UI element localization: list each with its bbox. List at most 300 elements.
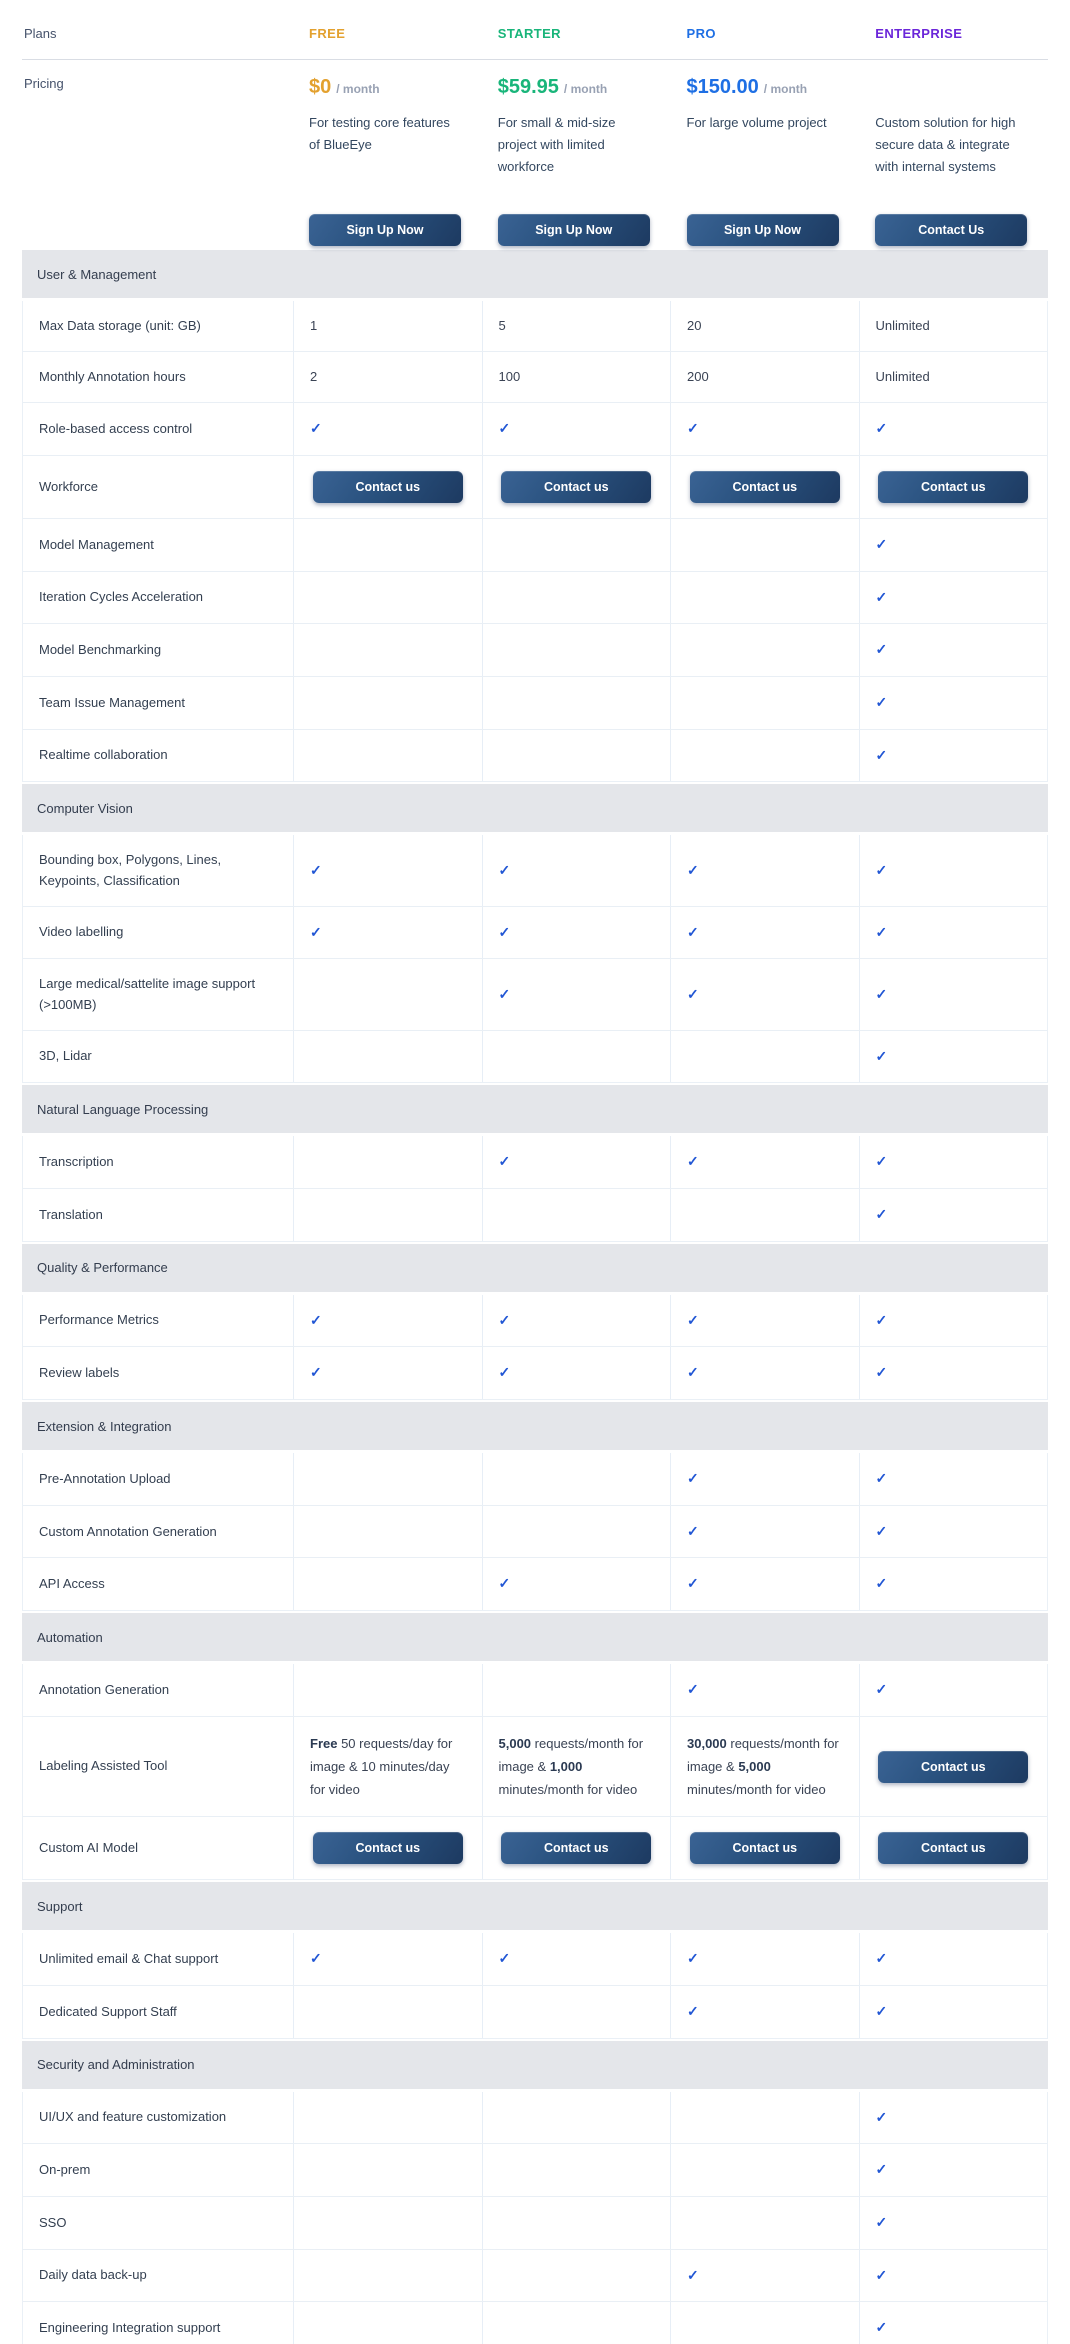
table-row <box>23 301 1047 352</box>
plan-cell <box>670 2250 859 2302</box>
plan-cell <box>670 2302 859 2344</box>
price-line-free <box>309 76 462 104</box>
check-icon: ✓ <box>498 420 511 437</box>
check-icon: ✓ <box>687 1522 699 1539</box>
feature-label: Annotation Generation <box>39 1681 170 1697</box>
plan-cell <box>293 730 482 782</box>
highlight-number: Free <box>310 1735 338 1751</box>
feature-label: SSO <box>39 2214 67 2230</box>
table-row <box>23 624 1047 677</box>
section-rows <box>22 835 1048 1083</box>
check-icon: ✓ <box>875 641 888 658</box>
plan-cell <box>859 1664 1048 1716</box>
table-row <box>23 1453 1047 1506</box>
check-icon: ✓ <box>498 923 511 940</box>
text-segment: requests/month for image & <box>687 1735 839 1774</box>
plan-cell <box>670 1295 859 1347</box>
table-row <box>23 2302 1047 2344</box>
table-row <box>23 907 1047 960</box>
feature-label: Team Issue Management <box>39 694 185 710</box>
plan-cell <box>859 1453 1048 1505</box>
plan-cell <box>482 1506 671 1558</box>
check-icon: ✓ <box>875 1311 888 1328</box>
plan-cell <box>482 2302 671 2344</box>
check-icon: ✓ <box>875 1950 888 1967</box>
plan-cell <box>670 1933 859 1985</box>
check-icon: ✓ <box>687 861 699 878</box>
text-segment: minutes/month for video <box>498 1782 638 1798</box>
section-rows <box>22 1295 1048 1400</box>
table-row <box>23 2197 1047 2250</box>
plan-cell <box>482 519 671 571</box>
plan-cell <box>859 301 1048 351</box>
plan-cell <box>482 403 671 455</box>
plan-cell <box>482 1453 671 1505</box>
text-segment: minutes/month for video <box>687 1782 826 1798</box>
plan-cell <box>293 352 482 402</box>
section-rows <box>22 1453 1048 1611</box>
plan-cell <box>482 1986 671 2038</box>
plan-cell <box>482 2250 671 2302</box>
plan-name-free: FREE <box>309 26 346 41</box>
plan-cell <box>859 572 1048 624</box>
table-row <box>23 403 1047 456</box>
plan-description-free: For testing core features of BlueEye <box>309 115 450 152</box>
plan-cell <box>293 301 482 351</box>
plan-cell <box>293 2092 482 2144</box>
price-period-starter: / month <box>563 82 608 96</box>
check-icon: ✓ <box>498 1311 511 1328</box>
price-line-starter <box>498 76 651 104</box>
plan-cell <box>293 1347 482 1399</box>
section-title: Support <box>22 1882 1048 1930</box>
section-rows <box>22 1664 1048 1880</box>
feature-label: Role-based access control <box>39 421 193 437</box>
plan-cell <box>293 1031 482 1083</box>
table-row <box>23 1558 1047 1610</box>
plan-cell <box>293 1817 482 1879</box>
plan-cell <box>293 2250 482 2302</box>
check-icon: ✓ <box>875 1153 888 1170</box>
plan-cell <box>482 1558 671 1610</box>
feature-section <box>22 1613 1048 1880</box>
contact-us-button[interactable]: Contact us <box>313 1832 463 1864</box>
section-rows <box>22 1933 1048 2038</box>
check-icon: ✓ <box>875 2213 888 2230</box>
plan-cell <box>293 1664 482 1716</box>
highlight-number: 30,000 <box>687 1735 727 1751</box>
plan-cell <box>293 572 482 624</box>
plan-cell <box>482 1347 671 1399</box>
plan-cell <box>293 519 482 571</box>
table-row <box>23 456 1047 519</box>
table-row <box>23 2250 1047 2303</box>
plan-name-enterprise: ENTERPRISE <box>875 26 963 41</box>
plan-cell <box>293 1717 482 1816</box>
plan-cell <box>293 624 482 676</box>
plan-cell <box>859 1933 1048 1985</box>
contact-us-button[interactable]: Contact us <box>690 471 840 503</box>
check-icon: ✓ <box>875 2002 888 2019</box>
plans-label: Plans <box>24 26 57 41</box>
plan-cell <box>482 730 671 782</box>
plan-cell <box>482 907 671 959</box>
check-icon: ✓ <box>875 1681 888 1698</box>
feature-label: Bounding box, Polygons, Lines, Keypoints, Classification <box>39 852 222 888</box>
feature-section <box>22 1244 1048 1400</box>
plan-cell <box>859 677 1048 729</box>
check-icon: ✓ <box>875 588 888 605</box>
contact-us-button[interactable]: Contact us <box>313 471 463 503</box>
section-title: Natural Language Processing <box>22 1085 1048 1133</box>
plan-cell <box>670 2092 859 2144</box>
contact-us-button-enterprise[interactable]: Contact Us <box>875 214 1027 246</box>
check-icon: ✓ <box>875 535 888 552</box>
text-segment: requests/month for image & <box>498 1735 644 1774</box>
check-icon: ✓ <box>687 1681 699 1698</box>
check-icon: ✓ <box>498 861 511 878</box>
pricing-row <box>22 60 1048 248</box>
plan-cell <box>293 1295 482 1347</box>
plan-cell <box>859 1817 1048 1879</box>
feature-label: Transcription <box>39 1154 114 1170</box>
plan-cell <box>482 2144 671 2196</box>
feature-section <box>22 250 1048 782</box>
plan-cell <box>482 1933 671 1985</box>
plan-cell <box>293 835 482 905</box>
check-icon: ✓ <box>310 420 322 437</box>
contact-us-button[interactable]: Contact us <box>690 1832 840 1864</box>
plan-cell <box>670 1664 859 1716</box>
check-icon: ✓ <box>498 1153 511 1170</box>
highlight-number: 5,000 <box>738 1758 771 1774</box>
text-segment: 50 requests/day for image & 10 minutes/day for video <box>310 1735 453 1798</box>
plan-cell <box>859 624 1048 676</box>
table-row <box>23 1295 1047 1348</box>
plan-column-pro <box>671 76 860 248</box>
plan-cell <box>670 1189 859 1241</box>
plan-cell <box>482 2197 671 2249</box>
plan-cell <box>670 1506 859 1558</box>
check-icon: ✓ <box>875 420 888 437</box>
plan-cell <box>859 2092 1048 2144</box>
table-row <box>23 1189 1047 1241</box>
plan-cell <box>670 1031 859 1083</box>
plan-cell <box>293 1189 482 1241</box>
cell-rich-text <box>687 1732 843 1801</box>
check-icon: ✓ <box>310 1950 322 1967</box>
plan-cell <box>670 2144 859 2196</box>
plan-cell <box>670 572 859 624</box>
check-icon: ✓ <box>310 923 322 940</box>
plan-cell <box>482 624 671 676</box>
plan-cell <box>859 1986 1048 2038</box>
plan-cell <box>482 1717 671 1816</box>
table-row <box>23 677 1047 730</box>
plan-cell <box>859 2250 1048 2302</box>
plan-cell <box>482 301 671 351</box>
contact-us-button[interactable]: Contact us <box>878 471 1028 503</box>
cell-rich-text <box>310 1732 466 1801</box>
plan-column-starter <box>482 76 671 248</box>
table-row <box>23 730 1047 782</box>
feature-sections <box>22 250 1048 2344</box>
check-icon: ✓ <box>875 2108 888 2125</box>
plan-cell <box>293 403 482 455</box>
cell-value: 200 <box>687 369 709 385</box>
price-line-pro <box>687 76 840 104</box>
price-line-enterprise <box>875 76 1028 104</box>
feature-label: 3D, Lidar <box>39 1048 92 1064</box>
table-row <box>23 835 1047 906</box>
feature-label: Iteration Cycles Acceleration <box>39 589 204 605</box>
plan-cell <box>293 1453 482 1505</box>
plan-cell <box>482 1664 671 1716</box>
plan-cell <box>482 1031 671 1083</box>
cell-value: Unlimited <box>875 369 930 385</box>
check-icon: ✓ <box>687 1470 699 1487</box>
table-row <box>23 1986 1047 2038</box>
check-icon: ✓ <box>310 1311 322 1328</box>
plan-cell <box>859 1031 1048 1083</box>
plan-cell <box>859 1295 1048 1347</box>
feature-label: Model Management <box>39 536 154 552</box>
section-rows <box>22 2092 1048 2344</box>
plan-cell <box>670 2197 859 2249</box>
feature-label: Large medical/sattelite image support (>100MB) <box>39 976 256 1012</box>
sign-up-button-starter[interactable]: Sign Up Now <box>498 214 650 246</box>
plans-header-row <box>22 0 1048 60</box>
plan-cell <box>859 403 1048 455</box>
check-icon: ✓ <box>875 923 888 940</box>
check-icon: ✓ <box>875 1522 888 1539</box>
price-period-free: / month <box>336 82 380 96</box>
section-title: Computer Vision <box>22 784 1048 832</box>
plan-cell <box>670 1347 859 1399</box>
plan-cell <box>482 1136 671 1188</box>
check-icon: ✓ <box>875 1047 888 1064</box>
plan-name-starter: STARTER <box>497 26 561 41</box>
plan-cell <box>293 2197 482 2249</box>
plan-cell <box>482 835 671 905</box>
plan-cell <box>482 2092 671 2144</box>
plan-cell <box>293 1558 482 1610</box>
plan-cell <box>670 519 859 571</box>
sign-up-button-pro[interactable]: Sign Up Now <box>687 214 839 246</box>
plan-cell <box>670 730 859 782</box>
check-icon: ✓ <box>875 1575 888 1592</box>
plan-cell <box>859 1189 1048 1241</box>
plan-cell <box>670 352 859 402</box>
plan-cell <box>670 1136 859 1188</box>
check-icon: ✓ <box>498 1364 511 1381</box>
pricing-label: Pricing <box>24 76 64 91</box>
plan-cell <box>293 1506 482 1558</box>
highlight-number: 5,000 <box>498 1735 532 1751</box>
feature-label: Model Benchmarking <box>39 642 162 658</box>
check-icon: ✓ <box>498 1575 511 1592</box>
check-icon: ✓ <box>875 746 888 763</box>
section-rows <box>22 1136 1048 1241</box>
plan-cell <box>670 677 859 729</box>
table-row <box>23 1347 1047 1399</box>
check-icon: ✓ <box>875 1364 888 1381</box>
plan-cell <box>670 1717 859 1816</box>
check-icon: ✓ <box>687 1153 699 1170</box>
plan-cell <box>859 1558 1048 1610</box>
plan-cell <box>293 907 482 959</box>
cell-rich-text <box>499 1732 655 1801</box>
check-icon: ✓ <box>687 420 699 437</box>
plan-cell <box>859 835 1048 905</box>
feature-section <box>22 1085 1048 1241</box>
feature-label: Video labelling <box>39 924 124 940</box>
plan-cell <box>482 456 671 518</box>
plan-cell <box>859 519 1048 571</box>
plan-cell <box>293 456 482 518</box>
check-icon: ✓ <box>875 1470 888 1487</box>
plan-cell <box>670 456 859 518</box>
plan-cell <box>293 1986 482 2038</box>
plan-cell <box>482 959 671 1029</box>
section-rows <box>22 301 1048 782</box>
plan-cell <box>670 1558 859 1610</box>
plan-cell <box>482 1295 671 1347</box>
check-icon: ✓ <box>875 861 888 878</box>
highlight-number: 1,000 <box>549 1758 583 1774</box>
feature-label: Dedicated Support Staff <box>39 2003 177 2019</box>
section-title: Quality & Performance <box>22 1244 1048 1292</box>
check-icon: ✓ <box>687 1311 699 1328</box>
plan-cell <box>293 2302 482 2344</box>
plan-cell <box>482 572 671 624</box>
check-icon: ✓ <box>875 2266 888 2283</box>
check-icon: ✓ <box>687 985 699 1002</box>
feature-section <box>22 2041 1048 2344</box>
plan-cell <box>859 907 1048 959</box>
feature-label: API Access <box>39 1576 105 1592</box>
plan-cell <box>859 1506 1048 1558</box>
feature-label: Daily data back-up <box>39 2267 147 2283</box>
check-icon: ✓ <box>875 2319 888 2336</box>
plan-cell <box>482 1817 671 1879</box>
contact-us-button[interactable]: Contact us <box>501 471 651 503</box>
plan-cell <box>859 2302 1048 2344</box>
feature-section <box>22 1882 1048 2038</box>
check-icon: ✓ <box>687 923 699 940</box>
check-icon: ✓ <box>687 2002 699 2019</box>
check-icon: ✓ <box>310 861 322 878</box>
plan-cell <box>859 730 1048 782</box>
table-row <box>23 352 1047 403</box>
plan-cell <box>670 624 859 676</box>
feature-label: Custom Annotation Generation <box>39 1523 217 1539</box>
plan-cell <box>670 959 859 1029</box>
contact-us-button[interactable]: Contact us <box>501 1832 651 1864</box>
feature-label: Pre-Annotation Upload <box>39 1470 171 1486</box>
feature-label: Labeling Assisted Tool <box>39 1758 168 1774</box>
plan-cell <box>859 456 1048 518</box>
plan-description-enterprise: Custom solution for high secure data & integrate with internal systems <box>875 115 1016 174</box>
feature-label: Engineering Integration support <box>39 2320 221 2336</box>
feature-label: Translation <box>39 1206 103 1222</box>
plan-cell <box>482 677 671 729</box>
plan-cell <box>293 959 482 1029</box>
contact-us-button[interactable]: Contact us <box>878 1751 1028 1783</box>
feature-label: Monthly Annotation hours <box>39 369 186 385</box>
plan-cell <box>670 301 859 351</box>
feature-label: Custom AI Model <box>39 1840 138 1856</box>
table-row <box>23 1717 1047 1817</box>
feature-label: Unlimited email & Chat support <box>39 1950 219 1966</box>
feature-section <box>22 784 1048 1083</box>
table-row <box>23 1031 1047 1083</box>
price-starter: $59.95 <box>497 76 559 98</box>
plan-cell <box>859 1136 1048 1188</box>
plan-cell <box>859 352 1048 402</box>
plan-cell <box>670 1453 859 1505</box>
check-icon: ✓ <box>875 2161 888 2178</box>
plan-cell <box>859 1717 1048 1816</box>
table-row <box>23 1933 1047 1986</box>
feature-label: Performance Metrics <box>39 1312 159 1328</box>
cell-value: 5 <box>498 318 506 333</box>
table-row <box>23 1664 1047 1717</box>
table-row <box>23 1506 1047 1559</box>
section-title: Security and Administration <box>22 2041 1048 2089</box>
table-row <box>23 2144 1047 2197</box>
plan-cell <box>482 1189 671 1241</box>
check-icon: ✓ <box>687 1364 699 1381</box>
table-row <box>23 2092 1047 2145</box>
plan-description-starter: For small & mid-size project with limited workforce <box>497 115 616 174</box>
cell-value: 20 <box>687 318 702 333</box>
plan-cell <box>859 959 1048 1029</box>
check-icon: ✓ <box>875 985 888 1002</box>
price-free: $0 <box>309 76 332 98</box>
check-icon: ✓ <box>498 985 511 1002</box>
section-title: Extension & Integration <box>22 1402 1048 1450</box>
check-icon: ✓ <box>875 1206 888 1223</box>
plan-cell <box>670 835 859 905</box>
feature-label: Max Data storage (unit: GB) <box>39 318 201 333</box>
feature-section <box>22 1402 1048 1611</box>
table-row <box>23 959 1047 1030</box>
check-icon: ✓ <box>687 1950 699 1967</box>
sign-up-button-free[interactable]: Sign Up Now <box>309 214 461 246</box>
feature-label: Review labels <box>39 1365 120 1381</box>
check-icon: ✓ <box>875 694 888 711</box>
plan-cell <box>482 352 671 402</box>
cell-value: 1 <box>310 318 318 333</box>
plan-cell <box>293 677 482 729</box>
cell-value: 100 <box>498 369 521 385</box>
cell-value: 2 <box>310 369 318 385</box>
check-icon: ✓ <box>310 1364 322 1381</box>
plan-description-pro: For large volume project <box>686 115 827 130</box>
plan-column-free <box>293 76 482 248</box>
feature-label: UI/UX and feature customization <box>39 2109 227 2125</box>
plan-cell <box>670 1986 859 2038</box>
plan-cell <box>859 2197 1048 2249</box>
feature-label: Workforce <box>39 478 98 494</box>
contact-us-button[interactable]: Contact us <box>878 1832 1028 1864</box>
feature-label: On-prem <box>39 2162 91 2178</box>
table-row <box>23 519 1047 572</box>
plan-name-pro: PRO <box>686 26 716 41</box>
check-icon: ✓ <box>687 1575 699 1592</box>
plan-cell <box>859 1347 1048 1399</box>
